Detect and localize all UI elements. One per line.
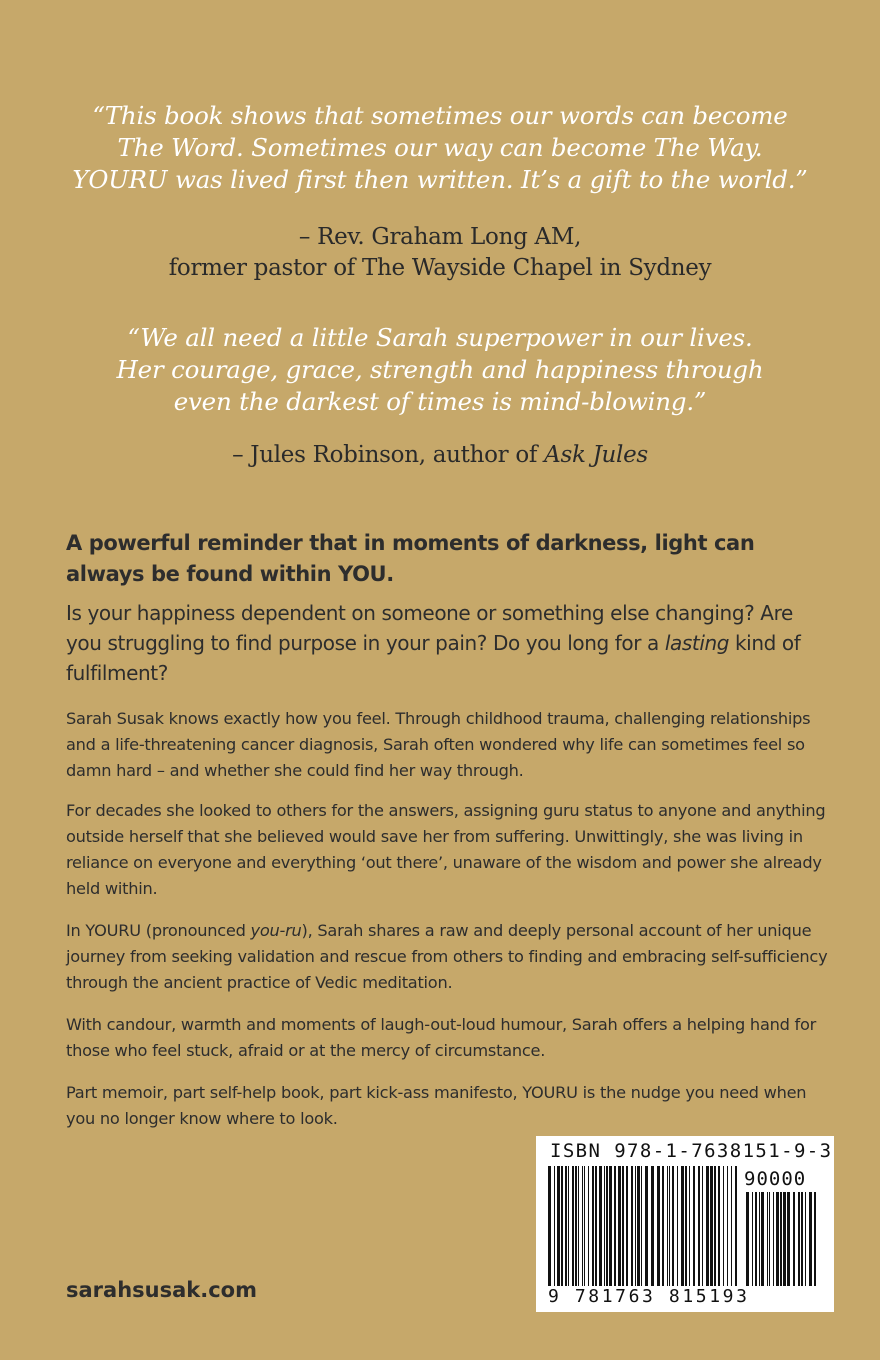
barcode-bar — [592, 1166, 594, 1286]
attribution-1-line-2: former pastor of The Wayside Chapel in Sydney — [168, 255, 712, 281]
isbn-label: ISBN 978-1-7638151-9-3 — [550, 1140, 833, 1162]
barcode-bar — [667, 1166, 668, 1286]
barcode-bar — [767, 1192, 768, 1286]
blurb-lead: A powerful reminder that in moments of darkness, light can always be found within YOU. — [66, 531, 755, 586]
blurb-paragraph-4: With candour, warmth and moments of laugh-out-loud humour, Sarah offers a helping hand for those who feel stuck, afraid or at the mercy of circumstance. — [66, 1015, 817, 1060]
barcode-bar — [689, 1166, 690, 1286]
p3-text-start: In YOURU (pronounced — [66, 921, 251, 940]
blurb-paragraph-3 — [66, 918, 834, 996]
website-url: sarahsusak.com — [66, 1278, 257, 1302]
barcode-bar — [657, 1166, 660, 1286]
intro-emphasis: lasting — [664, 631, 730, 655]
quote-1-line-2: The Word. Sometimes our way can become The Way. — [117, 133, 763, 162]
barcode-bar — [588, 1166, 589, 1286]
attribution-2-author: – Jules Robinson, author of — [232, 442, 545, 468]
isbn-barcode — [548, 1166, 742, 1286]
barcode-bar — [693, 1166, 695, 1286]
quote-2-line-3: even the darkest of times is mind-blowing.” — [173, 387, 707, 416]
barcode-bar — [645, 1166, 648, 1286]
barcode-bar — [599, 1166, 602, 1286]
quote-2-attribution — [40, 440, 840, 471]
quote-2 — [60, 322, 820, 418]
barcode-bar — [609, 1166, 612, 1286]
barcode-bar — [714, 1166, 716, 1286]
barcode-bar — [698, 1166, 700, 1286]
barcode-bar — [641, 1166, 642, 1286]
barcode-bar — [814, 1192, 816, 1286]
barcode-bar — [606, 1166, 608, 1286]
p3-text-end: ), Sarah shares a raw and deeply personal account of her unique journey from seeking validation and rescue from others to finding and embracing self-sufficiency through the ancient practice of Vedic meditation. — [66, 921, 828, 992]
attribution-2-book-title: Ask Jules — [544, 442, 648, 468]
barcode-bar — [584, 1166, 585, 1286]
quote-2-line-2: Her courage, grace, strength and happiness through — [116, 355, 764, 384]
barcode-bar — [793, 1192, 795, 1286]
barcode-bar — [635, 1166, 636, 1286]
barcode-bar — [677, 1166, 678, 1286]
barcode-bar — [561, 1166, 563, 1286]
blurb-paragraph-1: Sarah Susak knows exactly how you feel. Through childhood trauma, challenging relationships and a life-threatening cancer diagnosis, Sarah often wondered why life can sometimes feel so damn hard – and whether she could find her way through. — [66, 709, 811, 780]
barcode-bar — [718, 1166, 720, 1286]
barcode-bar — [706, 1166, 709, 1286]
barcode-bar — [681, 1166, 684, 1286]
barcode-bar — [761, 1192, 764, 1286]
quote-2-line-1: “We all need a little Sarah superpower in our lives. — [127, 323, 753, 352]
barcode-bar — [723, 1166, 724, 1286]
quote-1-line-3: YOURU was lived first then written. It’s a gift to the world.” — [72, 165, 808, 194]
intro-text-start: Is your happiness dependent on someone or something else changing? Are you struggling to find purpose in your pain? Do you long for a — [66, 601, 793, 655]
barcode-bar — [759, 1192, 760, 1286]
barcode-bar — [783, 1192, 786, 1286]
barcode-bar — [801, 1192, 803, 1286]
barcode-bar — [626, 1166, 628, 1286]
barcode-bar — [604, 1166, 605, 1286]
barcode-bar — [773, 1192, 774, 1286]
barcode-bar — [582, 1166, 583, 1286]
barcode-bar — [572, 1166, 574, 1286]
isbn-digits: 9 781763 815193 — [548, 1286, 750, 1307]
barcode-bar — [637, 1166, 640, 1286]
barcode-bar — [809, 1192, 812, 1286]
barcode-bar — [727, 1166, 728, 1286]
barcode-bar — [710, 1166, 713, 1286]
barcode-bar — [618, 1166, 621, 1286]
barcode-bar — [735, 1166, 737, 1286]
barcode-bar — [578, 1166, 579, 1286]
quote-1 — [60, 100, 820, 196]
barcode-bar — [798, 1192, 800, 1286]
barcode-bar — [651, 1166, 654, 1286]
barcode-bar — [805, 1192, 806, 1286]
barcode-bar — [746, 1192, 749, 1286]
barcode-bar — [787, 1192, 790, 1286]
barcode-bar — [554, 1166, 555, 1286]
barcode-bar — [575, 1166, 577, 1286]
barcode-bar — [780, 1192, 782, 1286]
barcode-bar — [776, 1192, 779, 1286]
barcode-bar — [595, 1166, 597, 1286]
barcode-bar — [702, 1166, 703, 1286]
barcode-bar — [672, 1166, 674, 1286]
barcode-bar — [685, 1166, 687, 1286]
barcode-bar — [622, 1166, 624, 1286]
intro-text-end: kind of fulfilment? — [66, 631, 801, 685]
price-barcode — [746, 1192, 820, 1286]
blurb-paragraph-2: For decades she looked to others for the answers, assigning guru status to anyone and anything outside herself that she believed would save her from suffering. Unwittingly, she was living in reliance on everyone and everything ‘out there’, unaware of the wisdom and power she already held within. — [66, 801, 826, 898]
barcode-panel — [536, 1136, 834, 1312]
barcode-bar — [557, 1166, 560, 1286]
barcode-bar — [769, 1192, 770, 1286]
barcode-bar — [752, 1192, 753, 1286]
barcode-bar — [565, 1166, 567, 1286]
blurb-intro — [66, 598, 834, 688]
barcode-bar — [755, 1192, 757, 1286]
p3-emphasis: you-ru — [250, 921, 302, 940]
barcode-bar — [631, 1166, 633, 1286]
blurb-paragraph-5: Part memoir, part self-help book, part kick-ass manifesto, YOURU is the nudge you need when you no longer know where to look. — [66, 1083, 807, 1128]
barcode-bar — [662, 1166, 664, 1286]
quote-1-line-1: “This book shows that sometimes our words can become — [92, 101, 788, 130]
barcode-bar — [669, 1166, 670, 1286]
barcode-bar — [614, 1166, 616, 1286]
quote-1-attribution — [40, 222, 840, 284]
price-code: 90000 — [744, 1168, 807, 1190]
barcode-bar — [568, 1166, 569, 1286]
barcode-bar — [731, 1166, 732, 1286]
attribution-1-line-1: – Rev. Graham Long AM, — [298, 224, 582, 250]
barcode-bar — [548, 1166, 551, 1286]
